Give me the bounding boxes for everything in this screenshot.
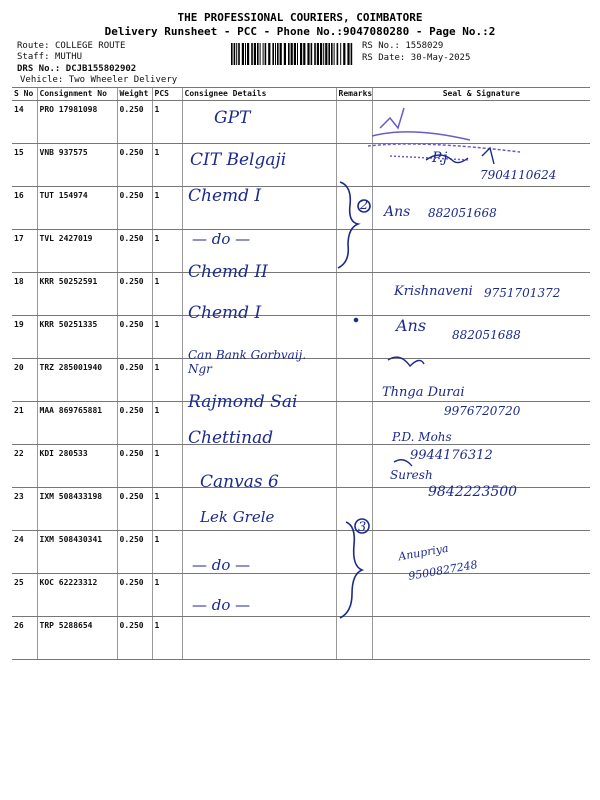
name-23: Suresh bbox=[390, 468, 433, 482]
cell-pcs: 1 bbox=[152, 187, 182, 230]
cell-consignee bbox=[182, 273, 336, 316]
cell-remarks bbox=[336, 187, 372, 230]
cell-pcs: 1 bbox=[152, 617, 182, 660]
cell-weight: 0.250 bbox=[117, 187, 152, 230]
cell-pcs: 1 bbox=[152, 273, 182, 316]
phone-16: 882051668 bbox=[428, 206, 497, 220]
cell-consignee bbox=[182, 617, 336, 660]
cell-remarks bbox=[336, 101, 372, 144]
col-pcs: PCS bbox=[152, 88, 182, 101]
phone-23: 9842223500 bbox=[428, 484, 518, 500]
cell-sno: 22 bbox=[12, 445, 37, 488]
consignee-hw-16: Chemd I bbox=[188, 186, 262, 206]
col-consignment: Consignment No bbox=[37, 88, 117, 101]
cell-remarks bbox=[336, 273, 372, 316]
consignee-hw-26: — do — bbox=[192, 596, 251, 614]
cell-consignment: TVL 2427019 bbox=[37, 230, 117, 273]
table-row bbox=[12, 574, 590, 617]
cell-consignee bbox=[182, 187, 336, 230]
cell-signature bbox=[372, 402, 590, 445]
cell-pcs: 1 bbox=[152, 144, 182, 187]
brace-mark-3: 3 bbox=[358, 520, 367, 535]
phone-19: 882051688 bbox=[452, 328, 521, 342]
rs-number-info: RS No.: 1558029 bbox=[362, 41, 444, 51]
cell-consignment: PRO 17981098 bbox=[37, 101, 117, 144]
cell-consignment: IXM 508433198 bbox=[37, 488, 117, 531]
table-row bbox=[12, 531, 590, 574]
rs-date-value: 30-May-2025 bbox=[410, 53, 471, 63]
cell-weight: 0.250 bbox=[117, 144, 152, 187]
cell-consignment: KRR 50251335 bbox=[37, 316, 117, 359]
cell-weight: 0.250 bbox=[117, 488, 152, 531]
table-row bbox=[12, 488, 590, 531]
cell-consignment: TRZ 285001940 bbox=[37, 359, 117, 402]
cell-consignee bbox=[182, 316, 336, 359]
drs-info: DRS No.: DCJB155802902 bbox=[17, 64, 137, 74]
cell-sno: 16 bbox=[12, 187, 37, 230]
consignee-hw-22: Chettinad bbox=[188, 428, 274, 448]
cell-consignment: VNB 937575 bbox=[37, 144, 117, 187]
cell-sno: 15 bbox=[12, 144, 37, 187]
rs-number-value: 1558029 bbox=[405, 41, 444, 51]
cell-consignee bbox=[182, 359, 336, 402]
cell-consignee bbox=[182, 574, 336, 617]
name-25: Anupriya bbox=[397, 541, 450, 564]
table-row bbox=[12, 273, 590, 316]
table-row bbox=[12, 617, 590, 660]
cell-consignment: MAA 869765881 bbox=[37, 402, 117, 445]
cell-pcs: 1 bbox=[152, 445, 182, 488]
cell-signature bbox=[372, 574, 590, 617]
cell-sno: 23 bbox=[12, 488, 37, 531]
cell-pcs: 1 bbox=[152, 316, 182, 359]
cell-remarks bbox=[336, 488, 372, 531]
phone-22: 9944176312 bbox=[410, 448, 493, 463]
cell-pcs: 1 bbox=[152, 359, 182, 402]
cell-sno: 19 bbox=[12, 316, 37, 359]
cell-sno: 18 bbox=[12, 273, 37, 316]
brace-mark-2: 2 bbox=[360, 198, 369, 213]
route-value: COLLEGE ROUTE bbox=[54, 41, 126, 51]
staff-value: MUTHU bbox=[54, 52, 83, 62]
cell-signature bbox=[372, 101, 590, 144]
document-title: THE PROFESSIONAL COURIERS, COIMBATORE bbox=[177, 11, 423, 24]
phone-15: 7904110624 bbox=[480, 168, 557, 182]
route-info: Route: COLLEGE ROUTE bbox=[17, 41, 126, 51]
cell-remarks bbox=[336, 531, 372, 574]
col-consignee: Consignee Details bbox=[182, 88, 336, 101]
cell-weight: 0.250 bbox=[117, 445, 152, 488]
cell-remarks bbox=[336, 402, 372, 445]
cell-consignment: KRR 50252591 bbox=[37, 273, 117, 316]
phone-18: 9751701372 bbox=[484, 286, 561, 300]
cell-consignee bbox=[182, 230, 336, 273]
cell-sno: 17 bbox=[12, 230, 37, 273]
cell-consignee bbox=[182, 144, 336, 187]
cell-weight: 0.250 bbox=[117, 574, 152, 617]
phone-25: 9500827248 bbox=[407, 558, 479, 583]
cell-signature bbox=[372, 316, 590, 359]
consignee-hw-24: Lek Grele bbox=[200, 508, 275, 526]
table-row bbox=[12, 230, 590, 273]
name-18: Krishnaveni bbox=[394, 284, 473, 299]
cell-signature bbox=[372, 187, 590, 230]
consignee-hw-18: Chemd II bbox=[188, 262, 268, 282]
cell-consignee bbox=[182, 445, 336, 488]
cell-sno: 26 bbox=[12, 617, 37, 660]
cell-consignment: KOC 62223312 bbox=[37, 574, 117, 617]
signature-16: Ans bbox=[384, 204, 411, 220]
cell-remarks bbox=[336, 359, 372, 402]
table-row bbox=[12, 316, 590, 359]
cell-weight: 0.250 bbox=[117, 531, 152, 574]
signature-15: P.j bbox=[432, 150, 448, 166]
consignee-hw-25: — do — bbox=[192, 556, 251, 574]
cell-sno: 25 bbox=[12, 574, 37, 617]
cell-weight: 0.250 bbox=[117, 230, 152, 273]
cell-sno: 14 bbox=[12, 101, 37, 144]
col-remarks: Remarks bbox=[336, 88, 372, 101]
cell-consignment: KDI 280533 bbox=[37, 445, 117, 488]
vehicle-info: Vehicle: Two Wheeler Delivery bbox=[20, 75, 178, 85]
table-row bbox=[12, 101, 590, 144]
cell-sno: 20 bbox=[12, 359, 37, 402]
cell-weight: 0.250 bbox=[117, 359, 152, 402]
cell-signature bbox=[372, 531, 590, 574]
consignee-hw-17: — do — bbox=[192, 230, 251, 248]
cell-weight: 0.250 bbox=[117, 402, 152, 445]
cell-weight: 0.250 bbox=[117, 273, 152, 316]
cell-remarks bbox=[336, 574, 372, 617]
cell-consignee bbox=[182, 488, 336, 531]
table-row bbox=[12, 187, 590, 230]
cell-weight: 0.250 bbox=[117, 316, 152, 359]
cell-pcs: 1 bbox=[152, 488, 182, 531]
cell-consignee bbox=[182, 531, 336, 574]
table-header-row bbox=[12, 88, 590, 101]
cell-remarks bbox=[336, 230, 372, 273]
cell-consignee bbox=[182, 402, 336, 445]
table-row bbox=[12, 144, 590, 187]
cell-pcs: 1 bbox=[152, 531, 182, 574]
consignee-hw-19: Chemd I bbox=[188, 303, 262, 323]
cell-pcs: 1 bbox=[152, 402, 182, 445]
cell-pcs: 1 bbox=[152, 230, 182, 273]
consignee-hw-23: Canvas 6 bbox=[200, 472, 279, 492]
drs-value: DCJB155802902 bbox=[65, 64, 137, 74]
cell-consignment: TUT 154974 bbox=[37, 187, 117, 230]
name-22: P.D. Mohs bbox=[392, 430, 452, 444]
cell-pcs: 1 bbox=[152, 101, 182, 144]
consignee-hw-20: Can Bank Gorbvaij. Ngr bbox=[188, 348, 307, 376]
cell-signature bbox=[372, 144, 590, 187]
cell-consignment: IXM 508430341 bbox=[37, 531, 117, 574]
cell-weight: 0.250 bbox=[117, 617, 152, 660]
cell-signature bbox=[372, 359, 590, 402]
consignee-hw-15: CIT Belgaji bbox=[190, 150, 287, 170]
cell-signature bbox=[372, 230, 590, 273]
cell-remarks bbox=[336, 445, 372, 488]
document-subtitle: Delivery Runsheet - PCC - Phone No.:9047080280 - Page No.:2 bbox=[104, 25, 496, 38]
phone-21: 9976720720 bbox=[444, 404, 521, 418]
vehicle-value: Two Wheeler Delivery bbox=[68, 75, 178, 85]
cell-remarks bbox=[336, 617, 372, 660]
cell-sno: 21 bbox=[12, 402, 37, 445]
cell-sno: 24 bbox=[12, 531, 37, 574]
rs-date-info: RS Date: 30-May-2025 bbox=[362, 53, 471, 63]
col-sno: S No bbox=[12, 88, 37, 101]
cell-signature bbox=[372, 445, 590, 488]
name-21: Thnga Durai bbox=[382, 385, 465, 400]
cell-consignment: TRP 5288654 bbox=[37, 617, 117, 660]
signature-19: Ans bbox=[396, 316, 427, 335]
cell-remarks bbox=[336, 144, 372, 187]
cell-pcs: 1 bbox=[152, 574, 182, 617]
table-row bbox=[12, 359, 590, 402]
cell-consignee bbox=[182, 101, 336, 144]
cell-signature bbox=[372, 617, 590, 660]
table-row bbox=[12, 402, 590, 445]
consignee-hw-14: GPT bbox=[214, 108, 251, 128]
col-weight: Weight bbox=[117, 88, 152, 101]
barcode-icon bbox=[231, 43, 353, 65]
cell-signature bbox=[372, 488, 590, 531]
cell-remarks bbox=[336, 316, 372, 359]
staff-info: Staff: MUTHU bbox=[17, 52, 83, 62]
consignee-hw-21: Rajmond Sai bbox=[188, 392, 298, 412]
runsheet-table bbox=[12, 87, 590, 660]
cell-signature bbox=[372, 273, 590, 316]
cell-weight: 0.250 bbox=[117, 101, 152, 144]
table-row bbox=[12, 445, 590, 488]
col-signature: Seal & Signature bbox=[372, 88, 590, 101]
